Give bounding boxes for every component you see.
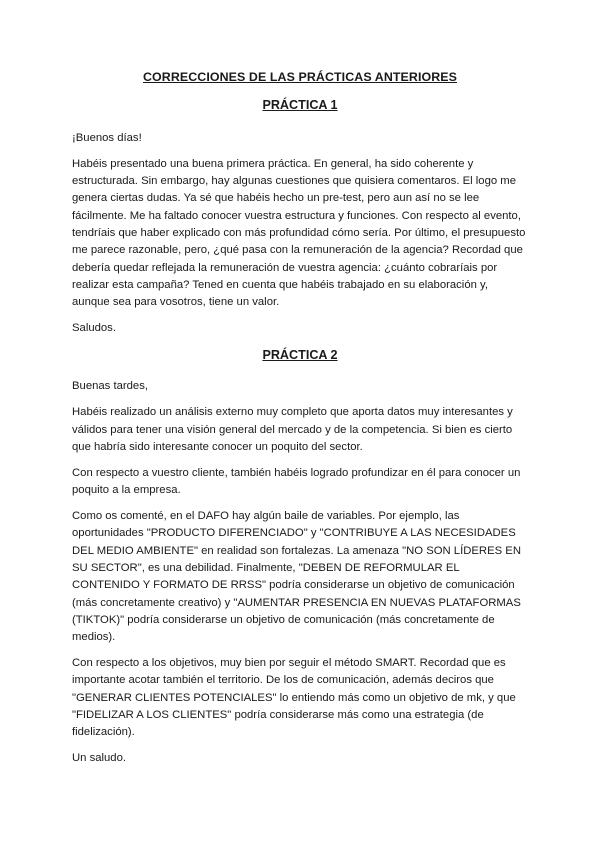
document-title: CORRECCIONES DE LAS PRÁCTICAS ANTERIORES — [142, 70, 458, 84]
greeting-paragraph: Buenas tardes, — [72, 380, 148, 393]
closing-paragraph: Un saludo. — [72, 752, 127, 765]
body-paragraph: Con respecto a vuestro cliente, también habéis logrado profundizar en él para conocer un poquito a la empresa. — [72, 466, 521, 497]
body-paragraph: Como os comenté, en el DAFO hay algún baile de variables. Por ejemplo, las oportunidades "PRODUCTO DIFERENCIADO" y "CONTRIBUYE A LAS NECESIDADES DEL MEDIO AMBIENTE" en realidad son fortalezas. La amenaza "NO SON LÍDERES EN SU SECTOR", es una debilidad. Finalmente, "DEBEN DE REFORMULAR EL CONTENIDO Y FORMATO DE RRSS" podría considerarse un objetivo de comunicación (más concretamente creativo) y "AUMENTAR PRESENCIA EN NUEVAS PLATAFORMAS (TIKTOK)" podría considerarse un objetivo de comunicación (más concretamente de medios). — [72, 510, 521, 644]
body-paragraph: Habéis realizado un análisis externo muy completo que aporta datos muy interesantes y válidos para tener una visión general del mercado y de la competencia. Si bien es cierto que habría sido interesante conocer un poquito del sector. — [72, 406, 513, 453]
body-paragraph: Con respecto a los objetivos, muy bien por seguir el método SMART. Recordad que es importante acotar también el territorio. De los de comunicación, además deciros que "GENERAR CLIENTES POTENCIALES" lo entiendo más como un objetivo de mk, y que "FIDELIZAR A LOS CLIENTES" podría considerarse más como una estrategia (de fidelización). — [72, 656, 516, 739]
greeting-paragraph: ¡Buenos días! — [72, 132, 142, 144]
body-paragraph: Habéis presentado una buena primera práctica. En general, ha sido coherente y estructurada. Sin embargo, hay algunas cuestiones que quisiera comentaros. El logo me genera ciertas dudas. Ya sé que habéis hecho un pre-test, pero aun así no se lee fácilmente. Me ha faltado conocer vuestra estructura y funciones. Con respecto al evento, tendríais que haber explicado con más profundidad cómo sería. Por último, el presupuesto me parece razonable, pero, ¿qué pasa con la remuneración de la agencia? Recordad que debería quedar reflejada la remuneración de vuestra agencia: ¿cuánto cobraríais por realizar esta campaña? Tened en cuenta que habéis trabajado en su elaboración y, aunque sea para vosotros, tiene un valor. — [72, 157, 526, 309]
section-heading-practica-2: PRÁCTICA 2 — [262, 348, 338, 363]
closing-paragraph: Saludos. — [72, 322, 116, 335]
section-heading-practica-1: PRÁCTICA 1 — [262, 98, 338, 112]
